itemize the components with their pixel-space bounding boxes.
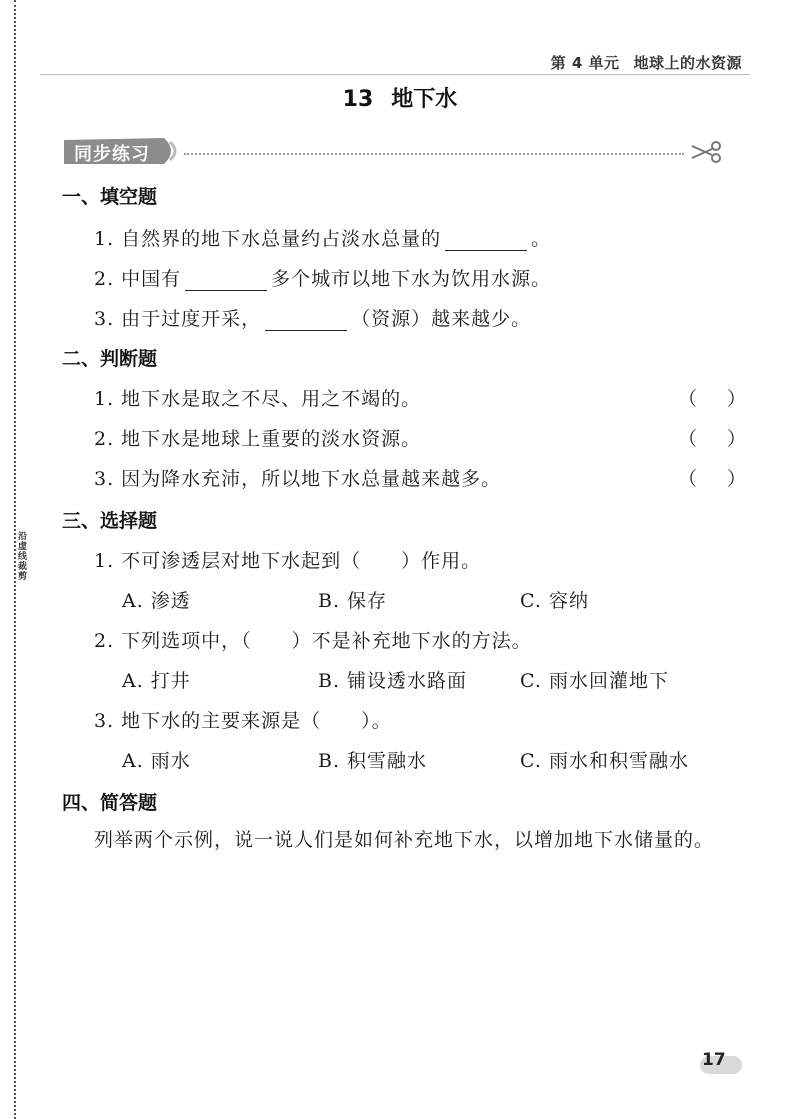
choice-question-1: 1. 不可渗透层对地下水起到（ ）作用。 <box>94 550 482 572</box>
option-c[interactable]: C. 雨水和积雪融水 <box>520 750 689 772</box>
cut-instruction: 沿虚线裁剪 <box>18 532 28 582</box>
option-a[interactable]: A. 打井 <box>122 670 191 692</box>
practice-tab-label: 同步练习 <box>74 144 150 165</box>
unit-title: 地球上的水资源 <box>633 54 742 72</box>
fill-question-1: 1. 自然界的地下水总量约占淡水总量的 。 <box>94 228 552 250</box>
option-b[interactable]: B. 保存 <box>318 590 388 612</box>
option-b[interactable]: B. 铺设透水路面 <box>318 670 468 692</box>
option-a[interactable]: A. 渗透 <box>122 590 191 612</box>
short-answer-heading: 四、简答题 <box>62 792 158 814</box>
judge-question-1: 1. 地下水是取之不尽、用之不竭的。 <box>94 388 422 410</box>
lesson-title <box>0 82 800 113</box>
practice-tab <box>62 136 180 166</box>
option-c[interactable]: C. 雨水回灌地下 <box>520 670 669 692</box>
lesson-number: 13 <box>342 87 374 112</box>
cut-line <box>14 0 16 1119</box>
choice-question-2: 2. 下列选项中，（ ）不是补充地下水的方法。 <box>94 630 532 652</box>
answer-parentheses[interactable]: （ ） <box>678 468 746 490</box>
dotted-divider <box>184 153 684 155</box>
choice-question-3: 3. 地下水的主要来源是（ ）。 <box>94 710 392 732</box>
header-divider <box>40 74 750 75</box>
option-a[interactable]: A. 雨水 <box>122 750 191 772</box>
fill-question-2: 2. 中国有 多个城市以地下水为饮用水源。 <box>94 268 552 290</box>
answer-blank[interactable] <box>185 270 267 291</box>
lesson-name: 地下水 <box>391 87 458 112</box>
page-number: 17 <box>700 1050 740 1076</box>
answer-parentheses[interactable]: （ ） <box>678 428 746 450</box>
choice-heading: 三、选择题 <box>62 510 158 532</box>
judge-question-2: 2. 地下水是地球上重要的淡水资源。 <box>94 428 422 450</box>
scissors-icon <box>690 140 724 164</box>
answer-blank[interactable] <box>265 310 347 331</box>
option-c[interactable]: C. 容纳 <box>520 590 589 612</box>
unit-number: 第 4 单元 <box>550 54 620 72</box>
short-answer-prompt: 列举两个示例，说一说人们是如何补充地下水，以增加地下水储量的。 <box>94 829 715 851</box>
fill-question-3: 3. 由于过度开采， （资源）越来越少。 <box>94 308 532 330</box>
judge-question-3: 3. 因为降水充沛，所以地下水总量越来越多。 <box>94 468 502 490</box>
true-false-heading: 二、判断题 <box>62 348 158 370</box>
unit-header <box>537 52 742 73</box>
option-b[interactable]: B. 积雪融水 <box>318 750 428 772</box>
fill-in-heading: 一、填空题 <box>62 186 158 208</box>
answer-parentheses[interactable]: （ ） <box>678 388 746 410</box>
answer-blank[interactable] <box>445 230 527 251</box>
